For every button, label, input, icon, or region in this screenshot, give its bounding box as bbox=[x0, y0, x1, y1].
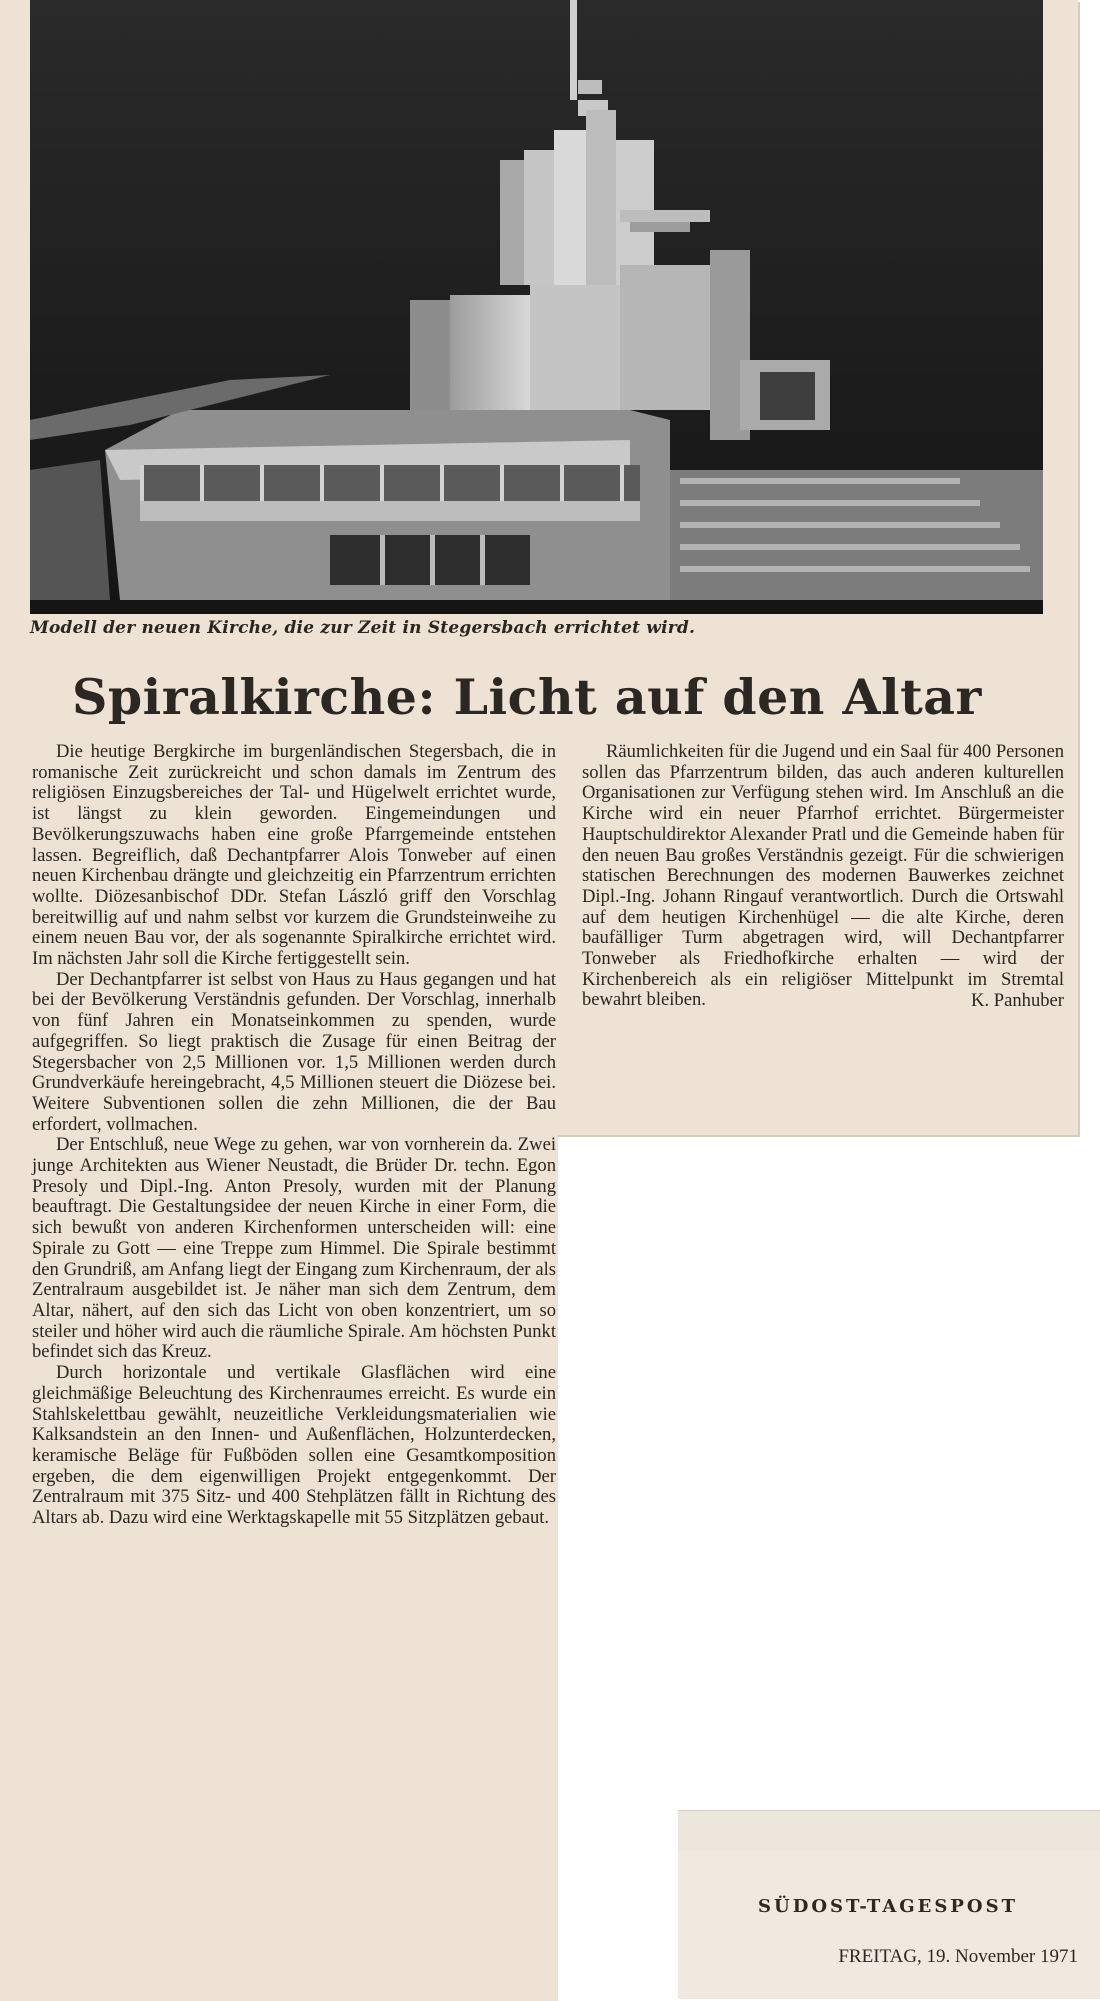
church-model-photo bbox=[30, 0, 1043, 614]
article-headline: Spiralkirche: Licht auf den Altar bbox=[72, 668, 982, 726]
paragraph: Der Dechantpfarrer ist selbst von Haus zu Haus gegangen und hat bei der Bevölkerung Verständnis gefunden. Der Vorschlag, innerhalb von fünf Jahren ein Monatseinkommen zu spenden, wurde aufgegriffen. So liegt praktisch die Zusage für einen Beitrag der Stegersbacher von 2,5 Millionen vor. 1,5 Millionen werden durch Grundverkäufe hereingebracht, 4,5 Millionen steuert die Diözese bei. Weitere Subventionen sollen die zehn Millionen, die der Bau erfordert, vollmachen. bbox=[32, 968, 556, 1135]
paragraph: Der Entschluß, neue Wege zu gehen, war von vornherein da. Zwei junge Architekten aus Wiener Neustadt, die Brüder Dr. techn. Egon Presoly und Dipl.-Ing. Anton Presoly, wurden mit der Planung beauftragt. Die Gestaltungsidee der neuen Kirche in einer Form, die sich bewußt von anderen Kirchenformen unterscheiden will: eine Spirale zu Gott — eine Treppe zum Himmel. Die Spirale bestimmt den Grundriß, am Anfang liegt der Eingang zum Kirchenraum, der als Zentralraum ausgebildet ist. Je näher man sich dem Zentrum, dem Altar, nähert, auf den sich das Licht von oben konzentriert, um so steiler und höher wird auch die räumliche Spirale. Am höchsten Punkt befindet sich das Kreuz. bbox=[32, 1134, 556, 1363]
publication-date: FREITAG, 19. November 1971 bbox=[838, 1946, 1078, 1967]
stamp-paper bbox=[678, 1851, 1100, 1999]
author-name: K. Panhuber bbox=[971, 990, 1064, 1012]
newspaper-name: SÜDOST-TAGESPOST bbox=[758, 1896, 1018, 1917]
article-left-column bbox=[32, 742, 556, 1529]
paragraph: Räumlichkeiten für die Jugend und ein Saal für 400 Personen sollen das Pfarrzentrum bilden, das auch anderen kulturellen Organisationen zur Verfügung stehen wird. Im Anschluß an die Kirche wird ein neuer Pfarrhof errichtet. Bürgermeister Hauptschuldirektor Alexander Pratl und die Gemeinde haben für den neuen Bau großes Verständnis gezeigt. Für die schwierigen statischen Berechnungen des modernen Bauwerkes zeichnet Dipl.-Ing. Johann Ringauf verantwortlich. Durch die Ortswahl auf dem heutigen Kirchenhügel — die alte Kirche, deren baufälliger Turm abgetragen wird, will Dechantpfarrer Tonweber als Friedhofkirche erhalten — wird der Kirchenbereich als ein religiöser Mittelpunkt im Stremtal bewahrt bleiben. bbox=[582, 741, 1064, 1011]
article-right-column bbox=[582, 742, 1064, 1012]
paragraph: Die heutige Bergkirche im burgenländischen Stegersbach, die in romanische Zeit zurückreicht und schon damals im Zentrum des religiösen Einzugsbereiches der Tal- und Hügelwelt errichtet wurde, ist längst zu klein geworden. Eingemeindungen und Bevölkerungszuwachs haben eine große Pfarrgemeinde entstehen lassen. Begreiflich, daß Dechantpfarrer Alois Tonweber auf einen neuen Kirchenbau drängte und gleichzeitig ein Pfarrzentrum errichten wollte. Diözesanbischof DDr. Stefan László griff den Vorschlag bereitwillig auf und nahm selbst vor kurzem die Grundsteinweihe zu einem neuen Bau vor, der als sogenannte Spiralkirche errichtet wird. Im nächsten Jahr soll die Kirche fertiggestellt sein. bbox=[32, 741, 556, 970]
photo-caption: Modell der neuen Kirche, die zur Zeit in Stegersbach errichtet wird. bbox=[30, 618, 696, 638]
paragraph: Durch horizontale und vertikale Glasflächen wird eine gleichmäßige Beleuchtung des Kirchenraumes erreicht. Es wurde ein Stahlskelettbau gewählt, neuzeitliche Verkleidungsmaterialien wie Kalksandstein an den Innen- und Außenflächen, Holzunterdecken, keramische Beläge für Fußböden sollen eine Gesamtkomposition ergeben, die dem eigenwilligen Projekt entgegenkommt. Der Zentralraum mit 375 Sitz- und 400 Stehplätzen fällt in Richtung des Altars ab. Dazu wird eine Werktagskapelle mit 55 Sitzplätzen gebaut. bbox=[32, 1362, 556, 1529]
